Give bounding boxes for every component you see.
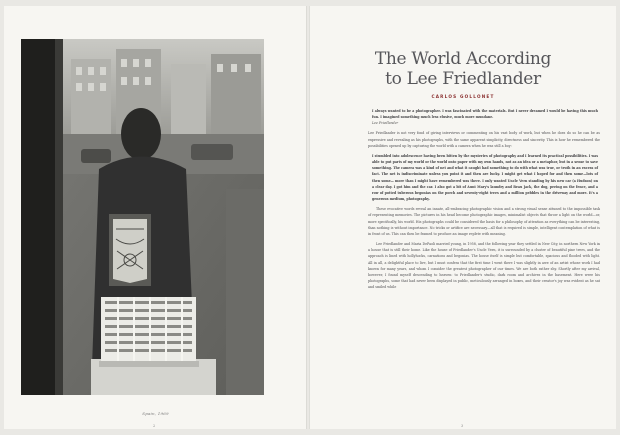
paragraph-1: Lee Friedlander is not very fond of giving interviews or commenting on his vast body of work, but when he does do so he can be as expressive and revealing as his photographs, with the same apparent simplicity, directness and sincerity. This is how he remembered the possibilities opened up by capturing the world with a camera when he was still a boy: xyxy=(368,131,600,148)
article-title xyxy=(310,49,616,89)
article-body xyxy=(368,108,600,294)
epigraph-text: I always wanted to be a photographer. I was fascinated with the materials. But I never dreamed I would be having this much fun. I imagined something much less elusive, much more mundane. xyxy=(372,109,598,120)
street-window-photograph xyxy=(21,39,264,395)
paragraph-2: These evocative words reveal an innate, all-embracing photographic vision and a strong visual sense attuned to the impossible task of representing memories. The pictures in his head become photographic images, minimalist objects that throw a light on the world—or, more specifically, his world. His photographs could be considered the basis for a philosophy of attention as everything can be interesting, than nothing is without importance. No tricks or artifice are necessary—all that is required is simple, intelligent contemplation of what is in front of us. This can then be framed to produce an image replete with meaning. xyxy=(368,207,600,237)
epigraph xyxy=(368,108,600,127)
left-page xyxy=(4,6,307,429)
right-page xyxy=(310,6,616,429)
page-number-right: 3 xyxy=(461,424,464,428)
title-line-1: The World According xyxy=(374,49,552,69)
block-quote: I stumbled into adolescence having been bitten by the mysteries of photography and I learned its practical possibilities. I was able to put parts of my world or the world onto paper with my own hands, not as an idea or a metaphor, but in a sense to save something. The camera was a kind of net and what it caught had something to do with what was true, or truth in an excess of fact. The net is indiscriminate unless you point it and then are lucky. I might get what I hoped for and then some—lots of then some— more than I might have remembered was there. I only wanted Uncle Vern standing by his new car (a Hudson) on a clear day. I got him and the car. I also got a bit of Aunt Mary's laundry and Beau Jack, the dog, peeing on the fence, and a row of potted tuberous begonias on the porch and seventy-eight trees and a million pebbles in the driveway and more. It's a generous medium, photography. xyxy=(372,153,598,202)
epigraph-attribution: Lee Friedlander xyxy=(372,121,399,126)
author-name: CARLOS GOLLONET xyxy=(431,94,495,99)
title-line-2: to Lee Friedlander xyxy=(385,69,541,89)
paragraph-3: Lee Friedlander and Maria DePaoli married young, in 1958, and the following year they settled in New City, in northern New York in a house that is still their home. Like the house of Friedlander's Uncle Vern, it is surrounded by a cluster of beautiful pine trees, and the approach is lined with hollyhocks, carnations and begonias. The house itself is simple but comfortable, spacious and flooded with light. All in all, a delightful place to live, but I must confess that the first time I went there I was slightly in awe of an artist whose work I had known for many years, and whom I consider the greatest photographer of our times. We are both rather shy. Shortly after my arrival, however, I found myself descending to heaven: to Friedlander's studio, dark room and archives in the basement. Here were his photographs, some that had never been displayed in public, meticulously arranged in boxes, and their creator's joy was evident as he sat and smiled while xyxy=(368,242,600,290)
page-number-left: 2 xyxy=(153,424,156,428)
photograph-image xyxy=(21,39,264,395)
photo-caption: Spain, 1969 xyxy=(142,411,169,416)
